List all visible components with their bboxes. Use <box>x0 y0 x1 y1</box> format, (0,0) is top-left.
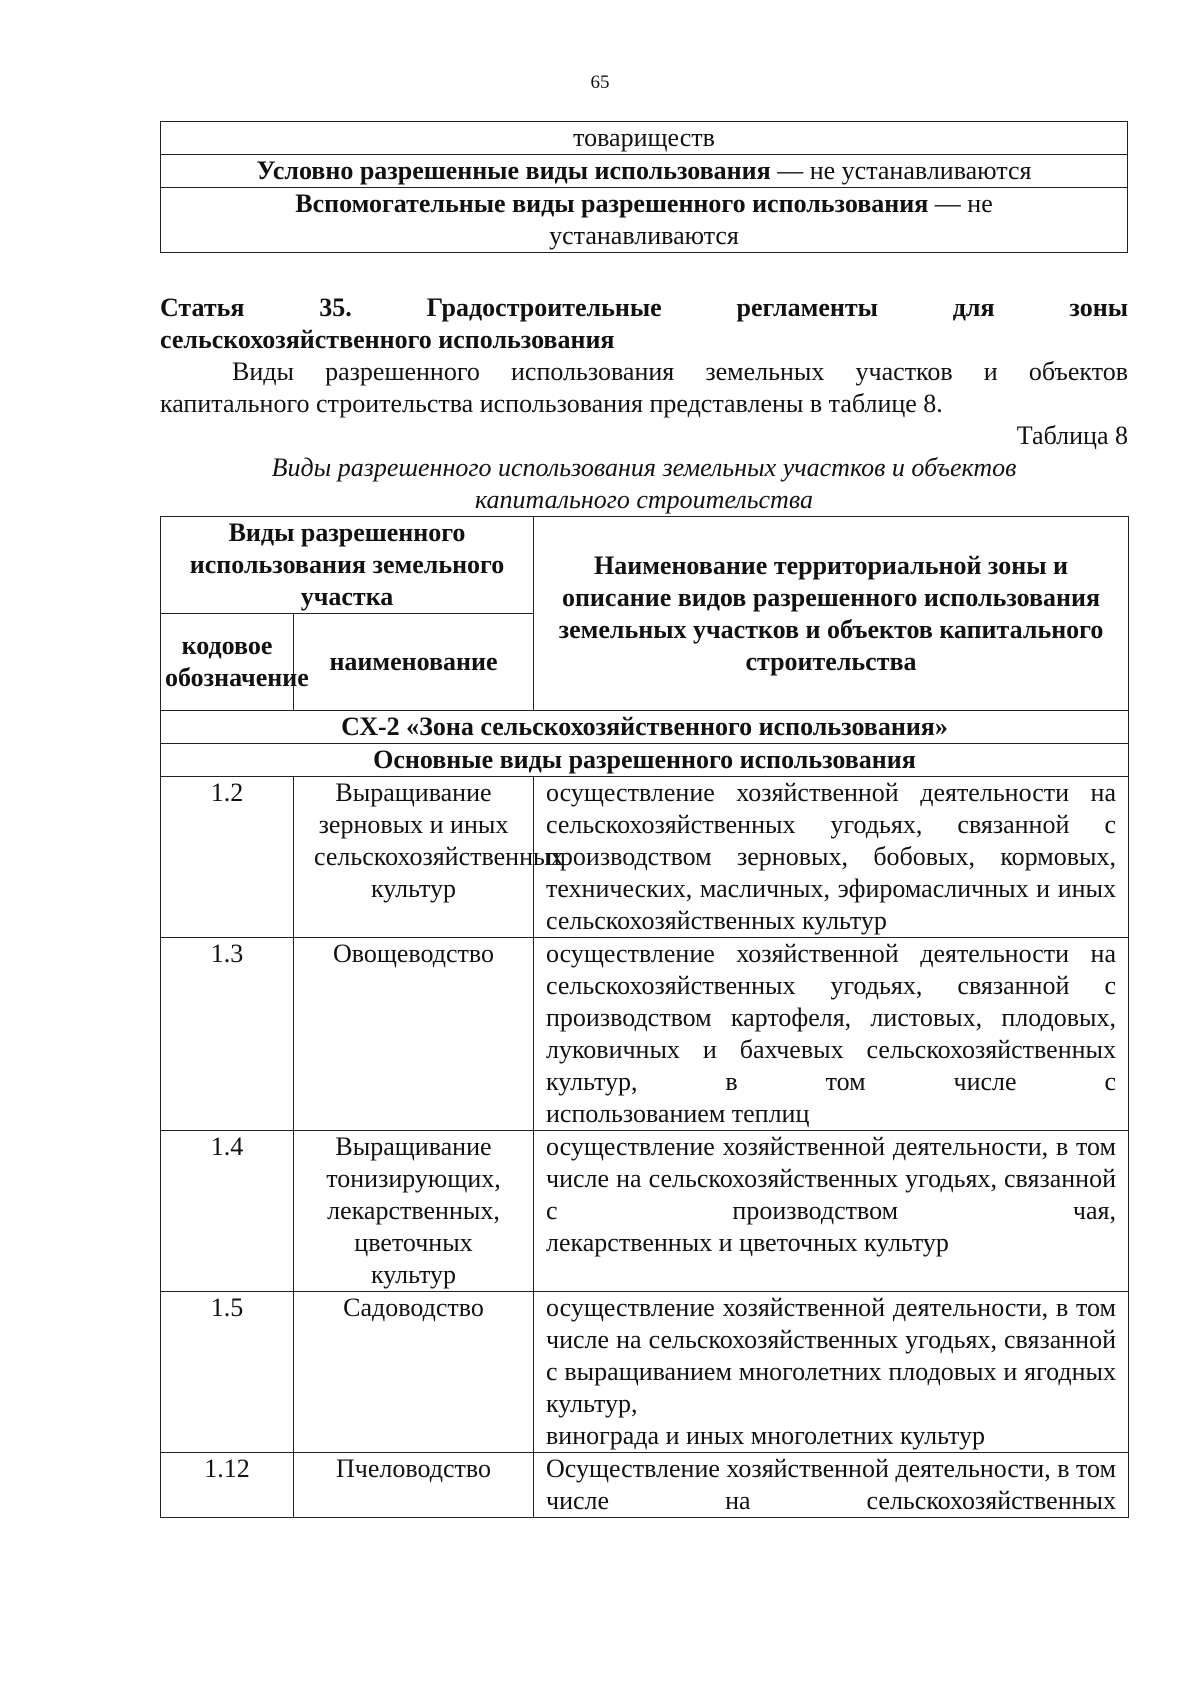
name-cell: Выращивание тонизирующих, лекарственных, цветочных культур <box>294 1131 534 1292</box>
zone-title-cell: СХ-2 «Зона сельскохозяйственного использования» <box>161 711 1129 744</box>
table-row <box>161 711 1129 744</box>
auxiliary-uses-value: — не устанавливаются <box>549 189 993 250</box>
page-number: 65 <box>590 72 610 93</box>
header-name-cell: наименование <box>294 614 534 711</box>
desc-text: осуществление хозяйственной деятельности на сельскохозяйственных угодьях, связанной с производством зерновых, бобовых, кормовых, технических, масличных, эфиромасличных и иных <box>546 778 1116 903</box>
table-cell <box>161 155 1128 188</box>
table-row <box>161 777 1129 938</box>
desc-cell <box>534 1292 1129 1453</box>
desc-text: осуществление хозяйственной деятельности, в том числе на сельскохозяйственных угодьях, связанной с выращиванием многолетних плодовых и ягодных культур, <box>546 1293 1116 1418</box>
desc-cell <box>534 777 1129 938</box>
desc-text: сельскохозяйственных культур <box>546 906 887 935</box>
table-cell: товариществ <box>161 122 1128 155</box>
table-row <box>161 1453 1129 1518</box>
name-cell: Выращивание зерновых и иных сельскохозяйственных культур <box>294 777 534 938</box>
desc-text: использованием теплиц <box>546 1099 810 1128</box>
table-label: Таблица 8 <box>1016 421 1128 450</box>
code-cell: 1.4 <box>161 1131 294 1292</box>
code-cell: 1.5 <box>161 1292 294 1453</box>
paragraph-line: Виды разрешенного использования земельных участков и объектов <box>232 357 1128 386</box>
header-desc-cell: Наименование территориальной зоны и описание видов разрешенного использования земельных участков и объектов капитального строительства <box>534 517 1129 711</box>
land-use-table <box>160 516 1129 1518</box>
table-header-row <box>161 517 1129 614</box>
table-row <box>161 744 1129 777</box>
article-heading: Статья 35. Градостроительные регламенты для зоны <box>160 293 1128 322</box>
article-heading-continued: сельскохозяйственного использования <box>160 325 615 354</box>
desc-text: винограда и иных многолетних культур <box>546 1421 986 1450</box>
name-cell: Садоводство <box>294 1292 534 1453</box>
continued-table <box>160 121 1128 253</box>
code-cell: 1.2 <box>161 777 294 938</box>
conditional-uses-value: — не устанавливаются <box>770 156 1032 185</box>
article-section <box>160 292 1128 516</box>
section-title-cell: Основные виды разрешенного использования <box>161 744 1129 777</box>
desc-text: Осуществление хозяйственной деятельности, в том числе на сельскохозяйственных <box>546 1454 1116 1515</box>
table-row <box>161 122 1128 155</box>
desc-text: осуществление хозяйственной деятельности на сельскохозяйственных угодьях, связанной с производством картофеля, листовых, плодовых, луковичных и бахчевых сельскохозяйственных культур, в том числе с <box>546 939 1116 1096</box>
desc-cell <box>534 1453 1129 1518</box>
table-row <box>161 155 1128 188</box>
name-cell: Овощеводство <box>294 938 534 1131</box>
name-cell: Пчеловодство <box>294 1453 534 1518</box>
header-group-cell: Виды разрешенного использования земельного участка <box>161 517 534 614</box>
desc-text: осуществление хозяйственной деятельности, в том числе на сельскохозяйственных угодьях, связанной с производством чая, <box>546 1132 1116 1225</box>
table-row <box>161 1292 1129 1453</box>
table-row <box>161 938 1129 1131</box>
desc-cell <box>534 1131 1129 1292</box>
table-row <box>161 188 1128 253</box>
table-cell <box>161 188 1128 253</box>
code-cell: 1.3 <box>161 938 294 1131</box>
code-cell: 1.12 <box>161 1453 294 1518</box>
table-caption: Виды разрешенного использования земельных участков и объектов <box>271 453 1017 482</box>
header-code-cell: кодовое обозначение <box>161 614 294 711</box>
table-row <box>161 1131 1129 1292</box>
conditional-uses-label: Условно разрешенные виды использования <box>256 156 771 185</box>
desc-cell <box>534 938 1129 1131</box>
table-caption: капитального строительства <box>475 485 813 514</box>
paragraph-line: капитального строительства использования представлены в таблице 8. <box>160 389 943 418</box>
auxiliary-uses-label: Вспомогательные виды разрешенного использования <box>295 189 929 218</box>
desc-text: лекарственных и цветочных культур <box>546 1228 949 1257</box>
